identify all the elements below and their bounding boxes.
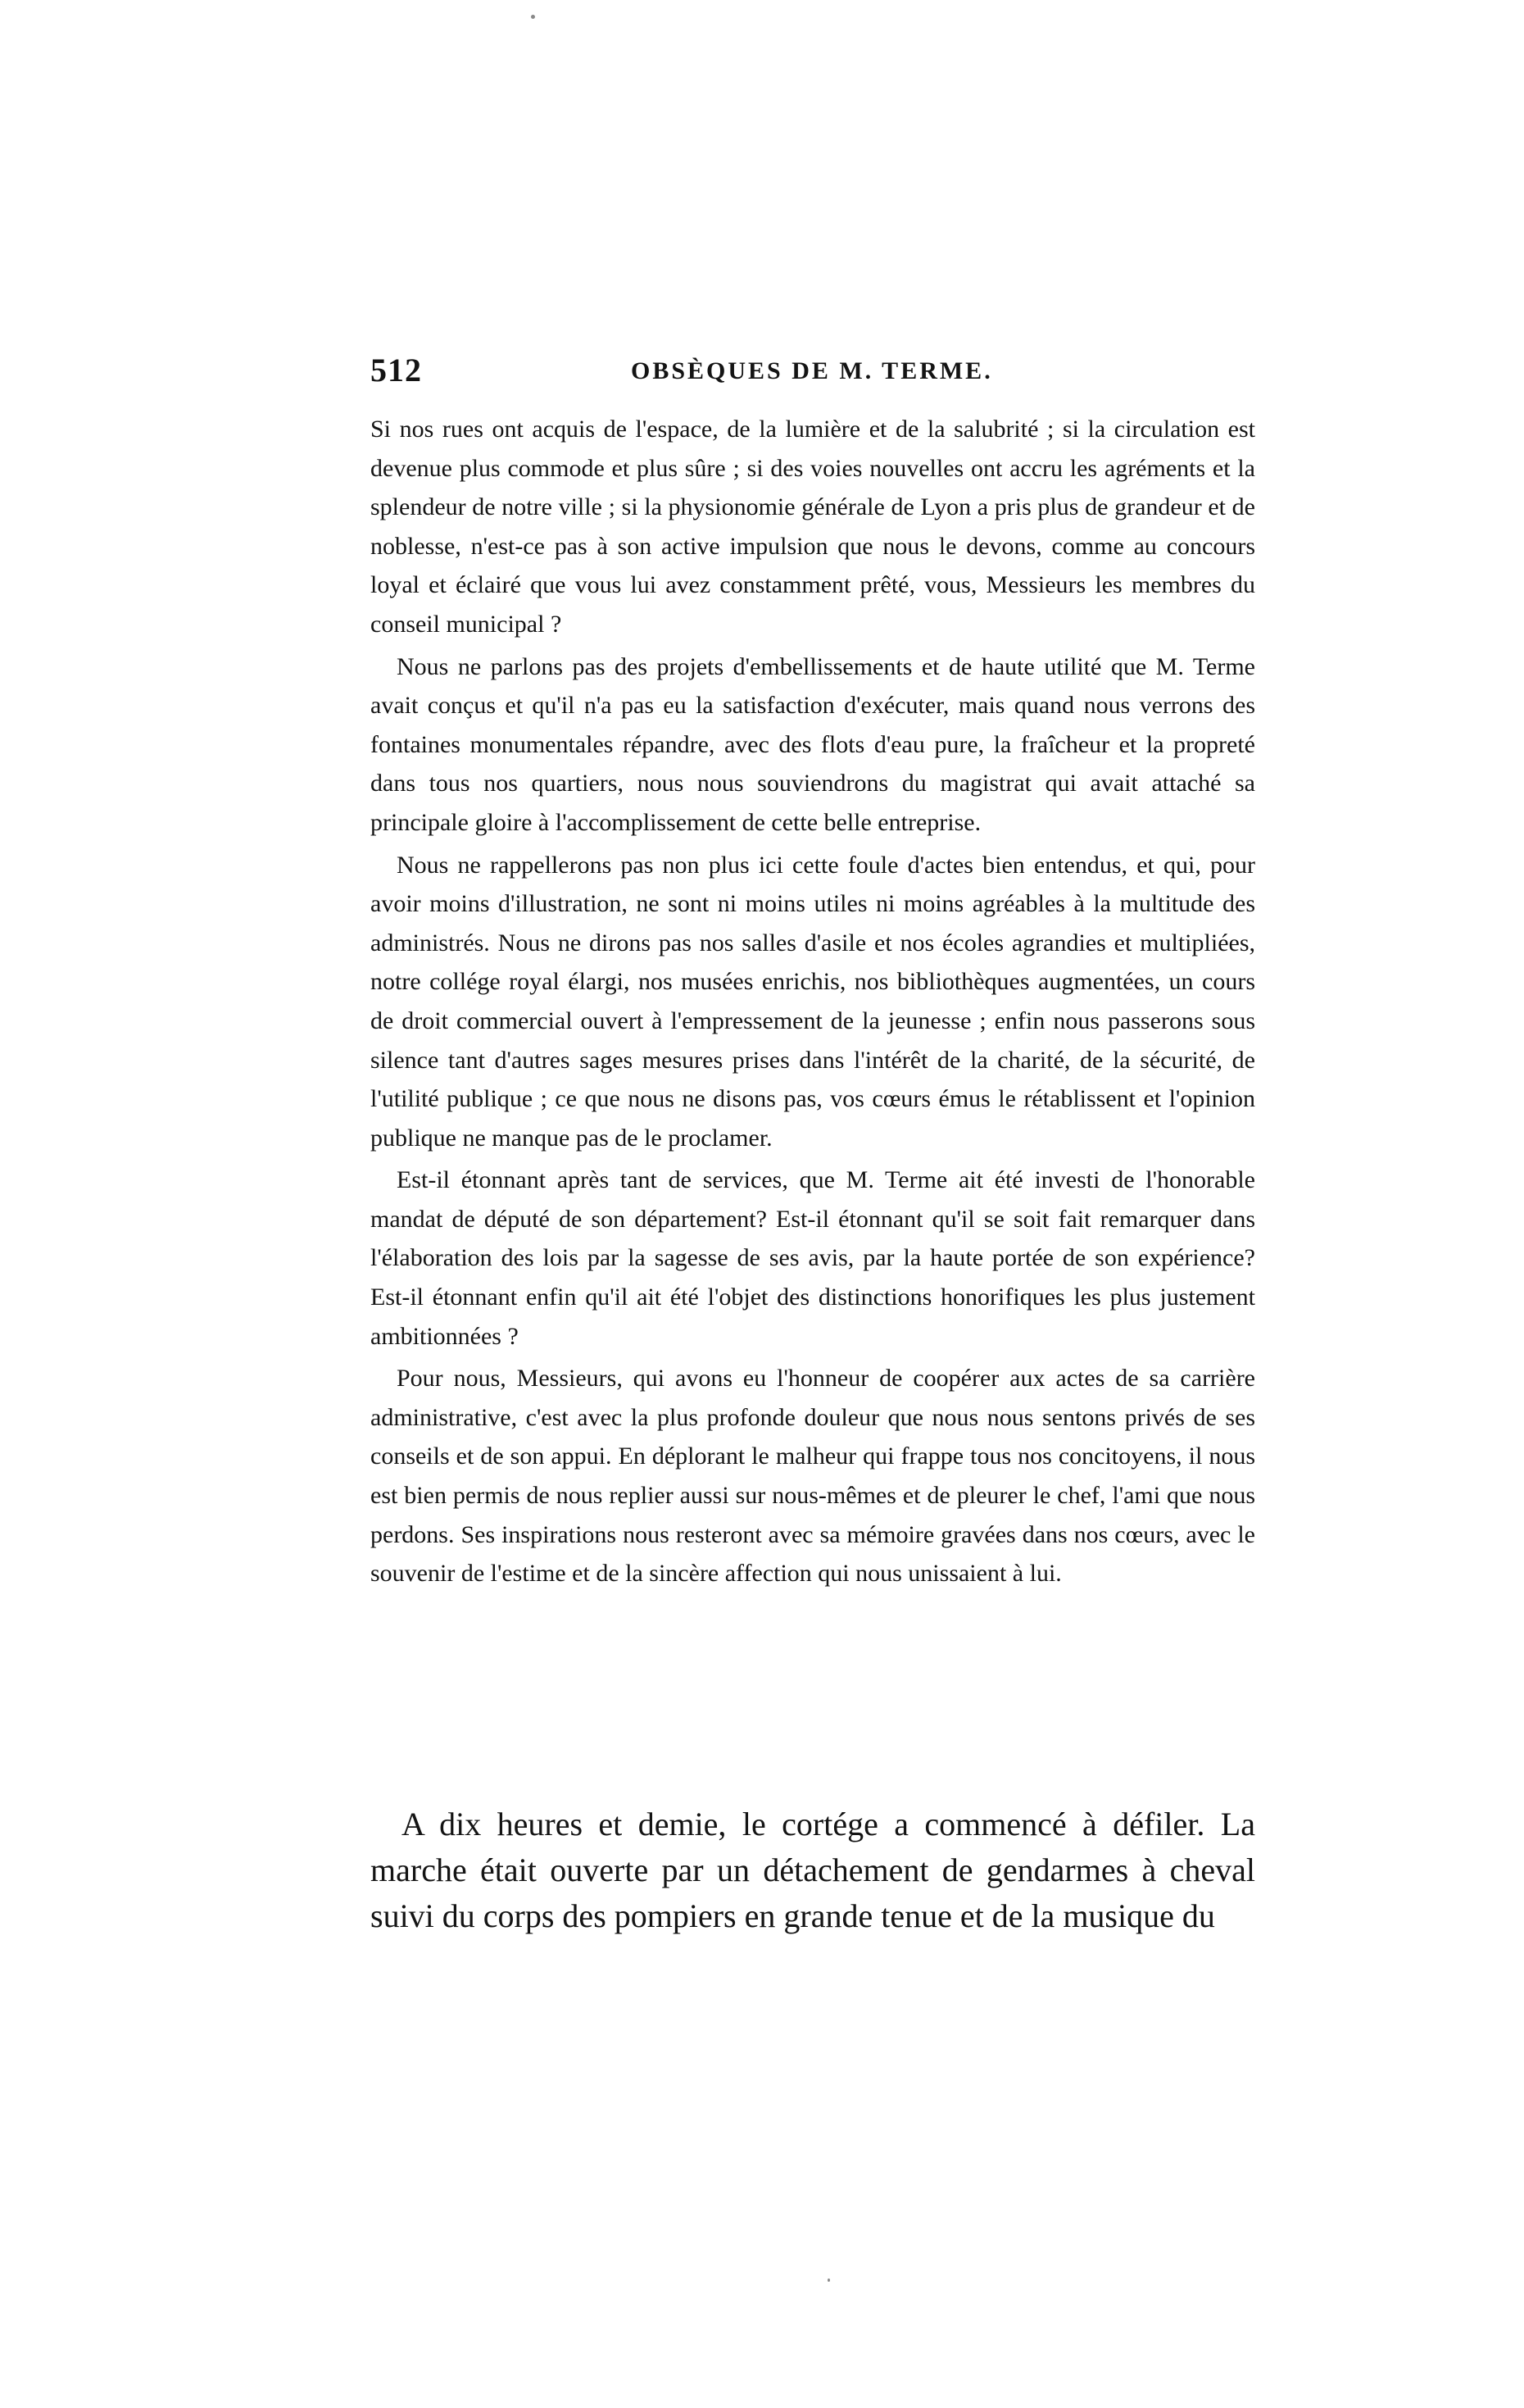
- running-title: OBSÈQUES DE M. TERME.: [631, 357, 993, 384]
- print-speck: [828, 2279, 830, 2282]
- speech-paragraph-4: Est-il étonnant après tant de services, que M. Terme ait été investi de l'honorable mandat de député de son département? Est-il étonnant qu'il se soit fait remarquer dans l'élaboration des lois par la sagesse de ses avis, par la haute portée de son expérience? Est-il étonnant enfin qu'il ait été l'objet des distinctions honorifiques les plus justement ambitionnées ?: [370, 1166, 1255, 1350]
- speech-paragraph-5: Pour nous, Messieurs, qui avons eu l'honneur de coopérer aux actes de sa carrière administrative, c'est avec la plus profonde douleur que nous nous sentons privés de ses conseils et de son appui. En déplorant le malheur qui frappe tous nos concitoyens, il nous est bien permis de nous replier aussi sur nous-mêmes et de pleurer le chef, l'ami que nous perdons. Ses inspirations nous resteront avec sa mémoire gravées dans nos cœurs, avec le souvenir de l'estime et de la sincère affection qui nous unissaient à lui.: [370, 1365, 1255, 1588]
- speech-paragraph-2: Nous ne parlons pas des projets d'embellissements et de haute utilité que M. Terme avait conçus et qu'il n'a pas eu la satisfaction d'exécuter, mais quand nous verrons des fontaines monumentales répandre, avec des flots d'eau pure, la fraîcheur et la propreté dans tous nos quartiers, nous nous souviendrons du magistrat qui avait attaché sa principale gloire à l'accomplissement de cette belle entreprise.: [370, 652, 1255, 836]
- speech-text: [370, 410, 1255, 1597]
- speech-paragraph-3: Nous ne rappellerons pas non plus ici cette foule d'actes bien entendus, et qui, pour avoir moins d'illustration, ne sont ni moins utiles ni moins agréables à la multitude des administrés. Nous ne dirons pas nos salles d'asile et nos écoles agrandies et multipliées, notre collége royal élargi, nos musées enrichis, nos bibliothèques augmentées, un cours de droit commercial ouvert à l'empressement de la jeunesse ; enfin nous passerons sous silence tant d'autres sages mesures prises dans l'intérêt de la charité, de la sécurité, de l'utilité publique ; ce que nous ne disons pas, vos cœurs émus le rétablissent et l'opinion publique ne manque pas de le proclamer.: [370, 851, 1255, 1152]
- narrative-text: [370, 1801, 1255, 1939]
- print-speck: [531, 15, 535, 19]
- speech-paragraph-1: Si nos rues ont acquis de l'espace, de la lumière et de la salubrité ; si la circulation est devenue plus commode et plus sûre ; si des voies nouvelles ont accru les agréments et la splendeur de notre ville ; si la physionomie générale de Lyon a pris plus de grandeur et de noblesse, n'est-ce pas à son active impulsion que nous le devons, comme au concours loyal et éclairé que vous lui avez constamment prêté, vous, Messieurs les membres du conseil municipal ?: [370, 416, 1255, 638]
- running-head: [370, 351, 1255, 400]
- narrative-paragraph: A dix heures et demie, le cortége a commencé à défiler. La marche était ouverte par un détachement de gendarmes à cheval suivi du corps des pompiers en grande tenue et de la musique du: [370, 1806, 1255, 1934]
- page-number: 512: [370, 352, 422, 388]
